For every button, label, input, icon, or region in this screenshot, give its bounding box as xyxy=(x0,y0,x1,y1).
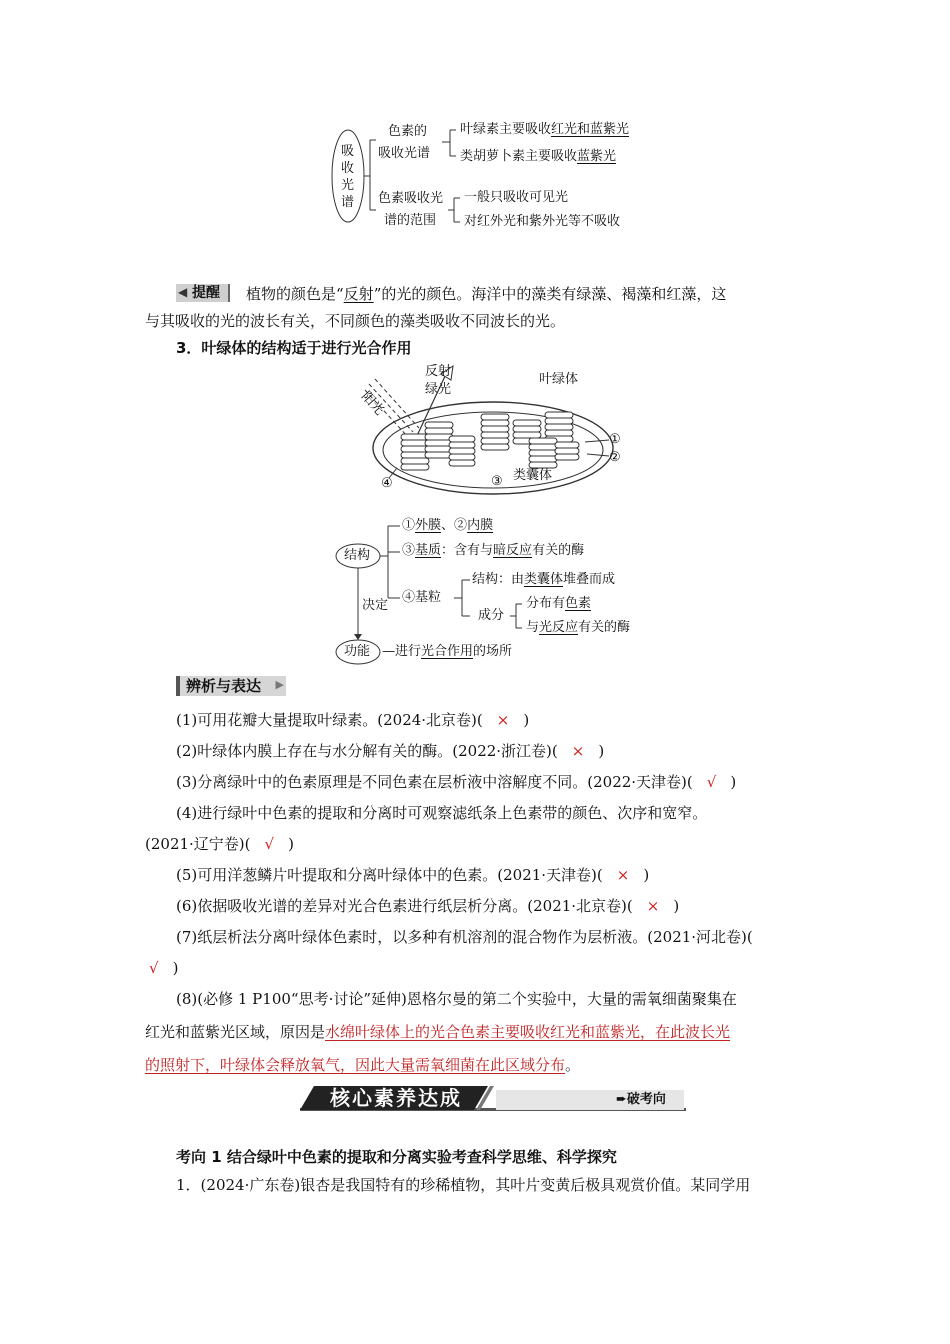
section3-title: 3．叶绿体的结构适于进行光合作用 xyxy=(176,339,412,357)
branch2-label-line1: 色素吸收光 xyxy=(378,191,444,206)
function-text: —进行光合作用的场所 xyxy=(382,644,513,659)
structure-item-grana: ④基粒 xyxy=(402,590,442,605)
cross-mark: × xyxy=(616,866,630,884)
absorption-center-char: 收 xyxy=(341,161,355,176)
chloroplast-figure xyxy=(355,362,635,502)
absorption-center-char: 光 xyxy=(341,178,355,193)
structure-function-diagram xyxy=(330,512,670,668)
tip-tag xyxy=(176,284,230,302)
analysis-item: (4)进行绿叶中色素的提取和分离时可观察滤纸条上色素带的颜色、次序和宽窄。 xyxy=(176,804,708,822)
analysis-title-box xyxy=(176,676,286,696)
sunlight-label: 阳光 xyxy=(358,388,387,419)
absorption-spectrum-diagram xyxy=(330,118,670,238)
cross-mark: × xyxy=(496,711,510,729)
analysis-item8-line3: 的照射下，叶绿体会释放氧气，因此大量需氧细菌在此区域分布。 xyxy=(145,1056,581,1074)
direction-heading: 考向 1 结合绿叶中色素的提取和分离实验考查科学思维、科学探究 xyxy=(176,1148,617,1166)
analysis-item8-line1: (8)(必修 1 P100“思考·讨论”延伸)恩格尔曼的第二个实验中，大量的需氧细菌聚集在 xyxy=(176,990,737,1008)
structure-item-membranes: ①外膜、②内膜 xyxy=(402,518,494,533)
function-label: 功能 xyxy=(344,644,371,659)
analysis-item: (2)叶绿体内膜上存在与水分解有关的酶。(2022·浙江卷)( × ) xyxy=(176,742,605,760)
absorption-center-char: 吸 xyxy=(341,144,355,159)
arrow-icon: ▶ xyxy=(275,678,284,691)
branch2-item: 对红外光和紫外光等不吸收 xyxy=(464,214,621,229)
grana-composition-label: 成分 xyxy=(478,608,505,623)
analysis-item: (1)可用花瓣大量提取叶绿素。(2024·北京卷)( × ) xyxy=(176,711,530,729)
core-literacy-banner xyxy=(300,1084,686,1114)
analysis-item: (6)依据吸收光谱的差异对光合色素进行纸层析分离。(2021·北京卷)( × ) xyxy=(176,897,680,915)
cross-mark: × xyxy=(646,897,660,915)
reflect-label-line2: 绿光 xyxy=(425,382,452,397)
absorption-center-char: 谱 xyxy=(341,195,355,210)
structure-item-stroma: ③基质：含有与暗反应有关的酶 xyxy=(402,543,585,558)
arrow-icon: ➨ xyxy=(616,1092,627,1107)
branch1-label-line1: 色素的 xyxy=(388,124,428,139)
analysis-item: (3)分离绿叶中的色素原理是不同色素在层析液中溶解度不同。(2022·天津卷)( √ ) xyxy=(176,773,737,791)
analysis-title: 辨析与表达 xyxy=(186,677,262,695)
composition-item: 与光反应有关的酶 xyxy=(526,620,631,635)
chloroplast-label: 叶绿体 xyxy=(539,372,579,387)
question-1: 1．(2024·广东卷)银杏是我国特有的珍稀植物，其叶片变黄后极具观赏价值。某同学用 xyxy=(176,1176,751,1194)
decide-label: 决定 xyxy=(362,598,389,613)
banner-title: 核心素养达成 xyxy=(330,1086,462,1110)
thylakoid-label: 类囊体 xyxy=(513,468,553,483)
analysis-item: (7)纸层析法分离叶绿体色素时，以多种有机溶剂的混合物作为层析液。(2021·河北卷)( xyxy=(176,928,753,946)
branch1-label-line2: 吸收光谱 xyxy=(378,146,431,161)
analysis-item: (5)可用洋葱鳞片叶提取和分离叶绿体中的色素。(2021·天津卷)( × ) xyxy=(176,866,650,884)
grana-structure: 结构：由类囊体堆叠而成 xyxy=(472,572,616,587)
tip-line1: 植物的颜色是“反射”的光的颜色。海洋中的藻类有绿藻、褐藻和红藻，这 xyxy=(246,285,727,303)
banner-right: ➨破考向 xyxy=(616,1092,666,1107)
tip-line2: 与其吸收的光的波长有关，不同颜色的藻类吸收不同波长的光。 xyxy=(145,312,566,330)
branch2-label-line2: 谱的范围 xyxy=(384,213,437,228)
check-mark: √ xyxy=(706,773,717,791)
speaker-icon: ◀ xyxy=(178,285,188,299)
reflect-label-line1: 反射 xyxy=(425,364,452,379)
check-mark: √ xyxy=(149,959,159,977)
structure-label: 结构 xyxy=(344,548,371,563)
cross-mark: × xyxy=(571,742,585,760)
branch1-item: 类胡萝卜素主要吸收蓝紫光 xyxy=(460,149,617,164)
tip-tag-label: 提醒 xyxy=(192,285,220,301)
branch1-item: 叶绿素主要吸收红光和蓝紫光 xyxy=(460,122,630,137)
analysis-item-cont: (2021·辽宁卷)( √ ) xyxy=(145,835,294,853)
label-num-1: ① xyxy=(609,432,621,447)
label-num-2: ② xyxy=(609,450,621,465)
analysis-item-cont: √ ) xyxy=(149,959,179,977)
analysis-item8-line2: 红光和蓝紫光区域，原因是水绵叶绿体上的光合色素主要吸收红光和蓝紫光，在此波长光 xyxy=(145,1023,731,1041)
check-mark: √ xyxy=(264,835,275,853)
composition-item: 分布有色素 xyxy=(526,596,592,611)
branch2-item: 一般只吸收可见光 xyxy=(464,190,569,205)
label-num-3: ③ xyxy=(491,474,503,489)
label-num-4: ④ xyxy=(381,476,393,491)
